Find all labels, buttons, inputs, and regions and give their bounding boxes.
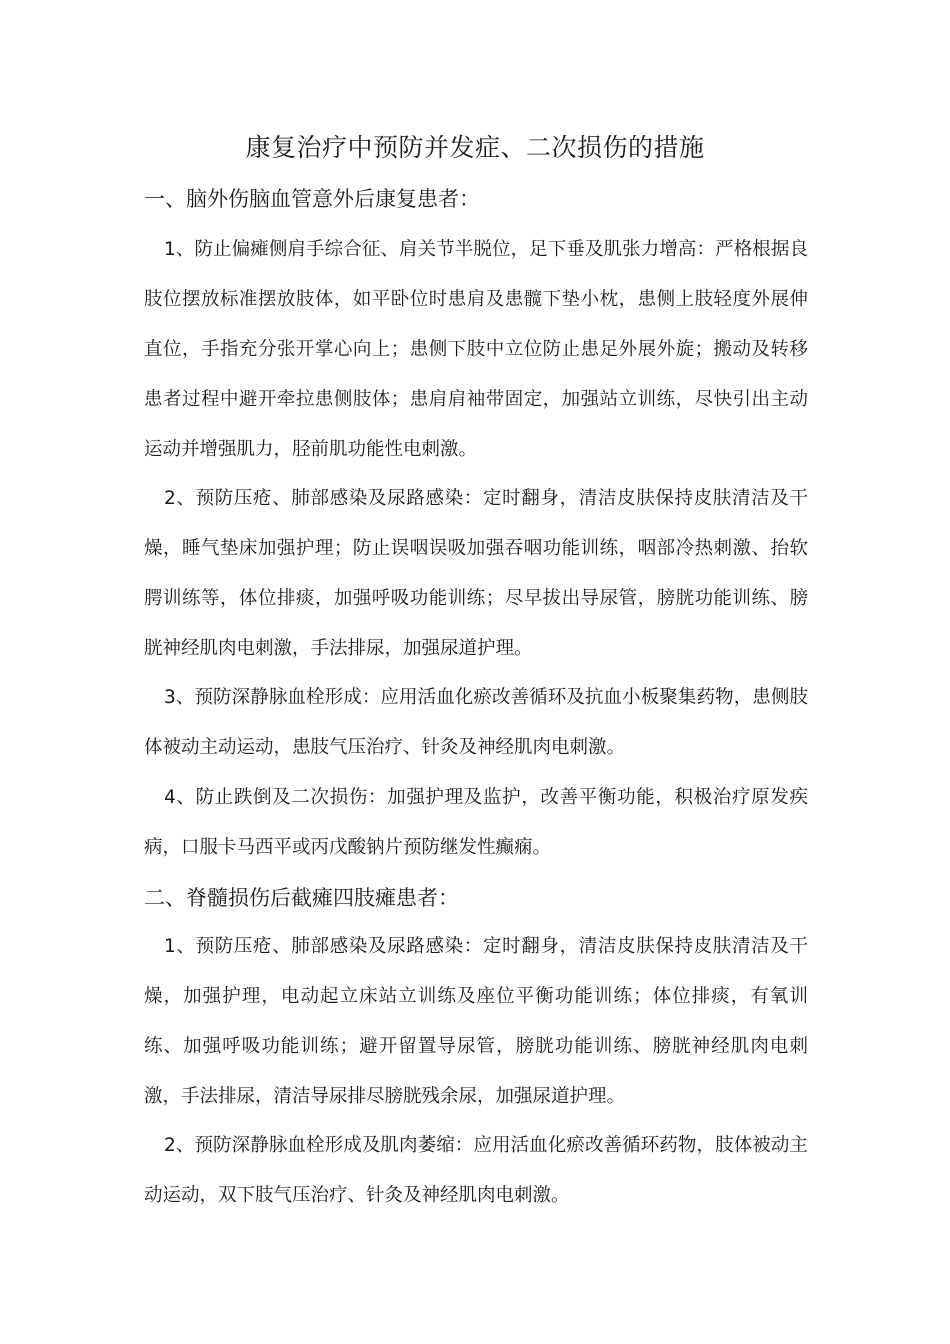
paragraph-2-1 — [144, 922, 808, 1122]
paragraph-1-4 — [144, 773, 808, 873]
paragraph-text: 4、防止跌倒及二次损伤：加强护理及监护，改善平衡功能，积极治疗原发疾病，口服卡马西平或丙戊酸钠片预防继发性癫痫。 — [144, 787, 808, 858]
paragraph-text: 2、预防深静脉血栓形成及肌肉萎缩：应用活血化瘀改善循环药物，肢体被动主动运动，双下肢气压治疗、针灸及神经肌肉电刺激。 — [144, 1135, 808, 1206]
paragraph-1-3 — [144, 673, 808, 773]
paragraph-text: 1、预防压疮、肺部感染及尿路感染：定时翻身，清洁皮肤保持皮肤清洁及干燥，加强护理，电动起立床站立训练及座位平衡功能训练；体位排痰，有氧训练、加强呼吸功能训练；避开留置导尿管，膀胱功能训练、膀胱神经肌肉电刺激，手法排尿，清洁导尿排尽膀胱残余尿，加强尿道护理。 — [144, 936, 808, 1107]
paragraph-text: 1、防止偏瘫侧肩手综合征、肩关节半脱位，足下垂及肌张力增高：严格根据良肢位摆放标准摆放肢体，如平卧位时患肩及患髋下垫小枕，患侧上肢轻度外展伸直位，手指充分张开掌心向上；患侧下肢中立位防止患足外展外旋；搬动及转移患者过程中避开牵拉患侧肢体；患肩肩袖带固定，加强站立训练，尽快引出主动运动并增强肌力，胫前肌功能性电刺激。 — [144, 239, 808, 460]
document-title: 康复治疗中预防并发症、二次损伤的措施 — [245, 133, 705, 162]
paragraph-1-2 — [144, 474, 808, 674]
paragraph-text: 2、预防压疮、肺部感染及尿路感染：定时翻身，清洁皮肤保持皮肤清洁及干燥，睡气垫床加强护理；防止误咽误吸加强吞咽功能训练，咽部冷热刺激、抬软腭训练等，体位排痰，加强呼吸功能训练；尽早拔出导尿管，膀胱功能训练、膀胱神经肌肉电刺激，手法排尿，加强尿道护理。 — [144, 488, 808, 659]
paragraph-text: 3、预防深静脉血栓形成：应用活血化瘀改善循环及抗血小板聚集药物，患侧肢体被动主动运动，患肢气压治疗、针灸及神经肌肉电刺激。 — [144, 687, 808, 758]
paragraph-1-1 — [144, 225, 808, 475]
section-heading-2: 二、脊髓损伤后截瘫四肢瘫患者： — [144, 886, 459, 910]
paragraph-2-2 — [144, 1121, 808, 1221]
section-heading-1: 一、脑外伤脑血管意外后康复患者： — [144, 187, 480, 211]
